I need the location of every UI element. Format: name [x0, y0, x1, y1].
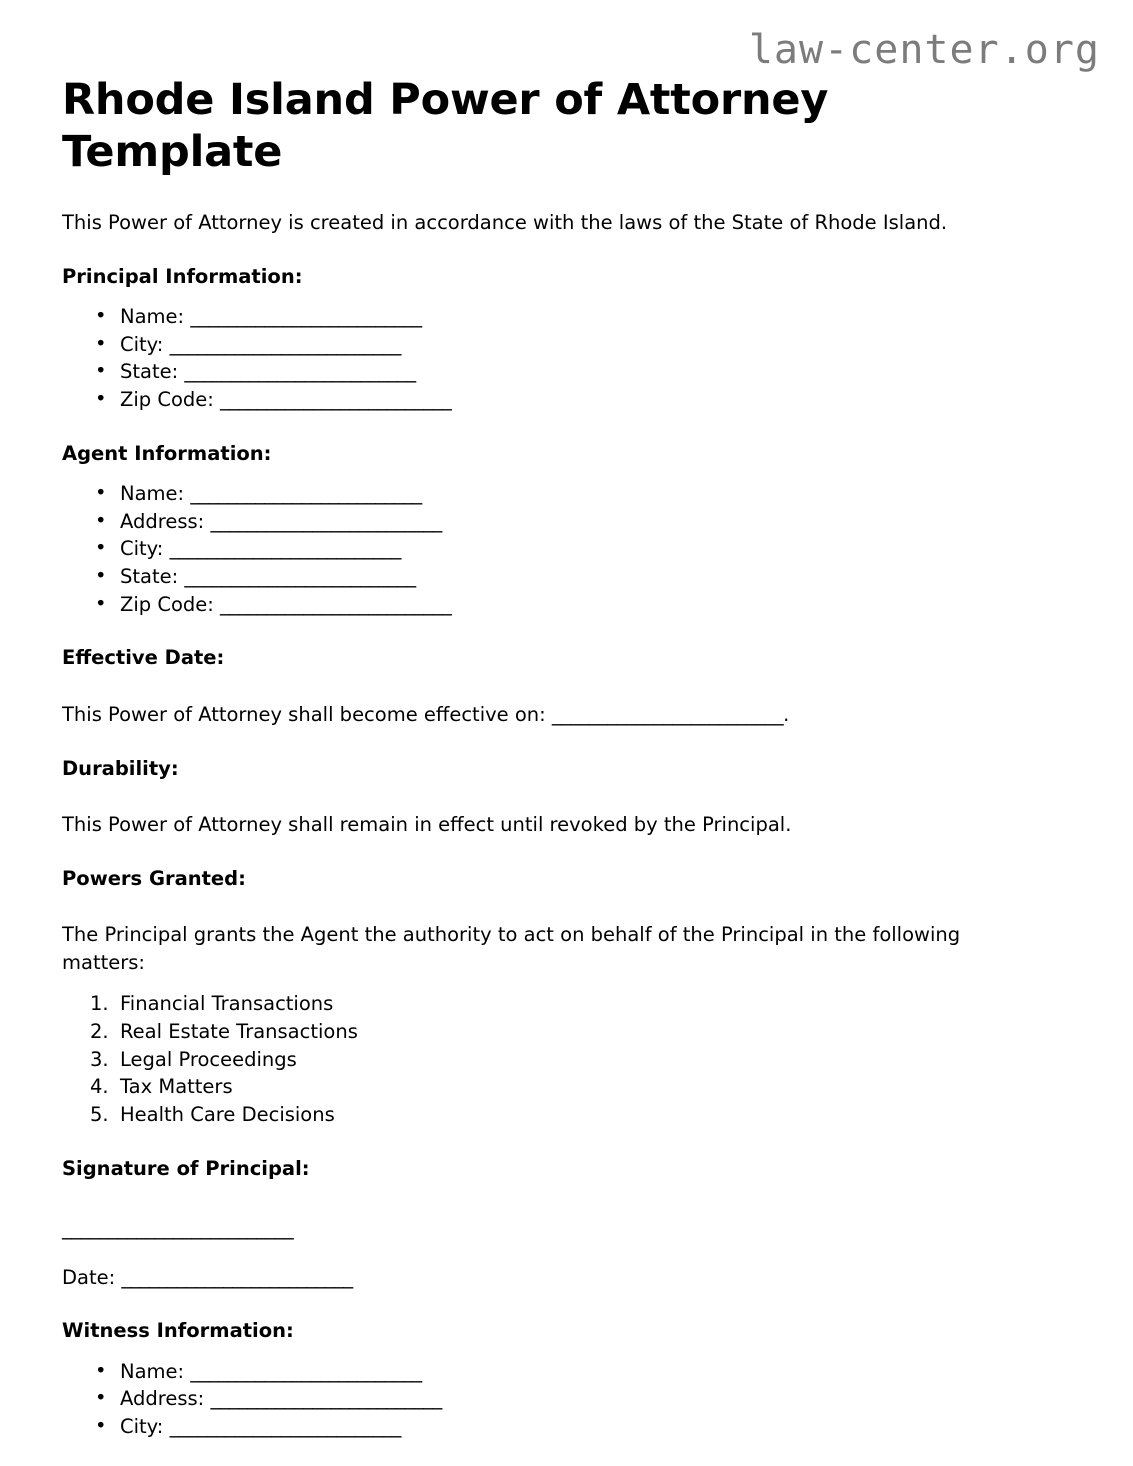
- section-heading-principal-information: Principal Information:: [62, 264, 303, 288]
- page-title: Rhode Island Power of Attorney Template: [62, 75, 829, 178]
- field-blank[interactable]: _________________________: [169, 537, 401, 561]
- list-item: [95, 358, 982, 386]
- field-label: Zip Code:: [120, 592, 214, 616]
- field-blank[interactable]: _________________________: [210, 509, 442, 533]
- field-label: Name:: [120, 1359, 185, 1383]
- list-item: [95, 508, 982, 536]
- section-heading-powers-granted: Powers Granted:: [62, 866, 246, 890]
- field-blank[interactable]: _________________________: [169, 332, 401, 356]
- field-blank[interactable]: _________________________: [190, 482, 422, 506]
- section-heading-witness-information: Witness Information:: [62, 1319, 294, 1343]
- list-item: Health Care Decisions: [120, 1103, 335, 1126]
- site-watermark: law-center.org: [748, 27, 1100, 73]
- list-item: Real Estate Transactions: [120, 1019, 358, 1043]
- field-label: State:: [120, 565, 179, 589]
- effective-date-blank[interactable]: _________________________: [551, 702, 784, 726]
- powers-intro-paragraph: The Principal grants the Agent the authority to act on behalf of the Principal in the following matters:: [62, 922, 961, 974]
- effective-date-suffix: .: [783, 702, 790, 726]
- signature-blank-line[interactable]: _________________________: [62, 1217, 294, 1241]
- list-item: [95, 563, 982, 591]
- field-blank[interactable]: _________________________: [210, 1387, 442, 1411]
- field-blank[interactable]: _________________________: [184, 565, 416, 589]
- field-label: Name:: [120, 304, 185, 328]
- agent-field-list: [62, 480, 982, 618]
- list-item: [95, 1413, 982, 1441]
- list-item: [95, 386, 982, 414]
- list-item: [95, 591, 982, 619]
- list-item: Financial Transactions: [120, 992, 334, 1016]
- field-blank[interactable]: _________________________: [169, 1415, 401, 1439]
- document-content: [62, 74, 982, 1441]
- field-blank[interactable]: _________________________: [184, 360, 416, 384]
- witness-field-list: [62, 1358, 982, 1441]
- principal-field-list: [62, 303, 982, 414]
- field-blank[interactable]: _________________________: [190, 1359, 422, 1383]
- section-heading-signature-of-principal: Signature of Principal:: [62, 1156, 310, 1180]
- field-label: Zip Code:: [120, 388, 214, 411]
- field-label: Name:: [120, 482, 185, 506]
- field-label: State:: [120, 360, 179, 384]
- section-heading-durability: Durability:: [62, 756, 179, 780]
- list-item: [95, 480, 982, 508]
- powers-granted-list: [62, 990, 982, 1128]
- list-item: Legal Proceedings: [120, 1047, 297, 1071]
- field-label: City:: [120, 1415, 164, 1439]
- field-label: City:: [120, 537, 164, 561]
- field-label: Address:: [120, 509, 205, 533]
- effective-date-prefix: This Power of Attorney shall become effective on:: [62, 702, 552, 726]
- date-label: Date:: [62, 1265, 116, 1289]
- signature-date-row: [62, 1264, 982, 1292]
- effective-date-sentence: [62, 701, 982, 729]
- section-heading-agent-information: Agent Information:: [62, 441, 272, 465]
- field-blank[interactable]: _________________________: [220, 388, 452, 411]
- list-item: [95, 331, 982, 359]
- intro-paragraph: This Power of Attorney is created in accordance with the laws of the State of Rhode Island.: [62, 210, 948, 234]
- list-item: [95, 303, 982, 331]
- field-blank[interactable]: _________________________: [190, 304, 422, 328]
- date-blank[interactable]: _________________________: [121, 1265, 353, 1289]
- list-item: [95, 1358, 982, 1386]
- list-item: Tax Matters: [120, 1075, 233, 1099]
- list-item: [95, 1385, 982, 1413]
- list-item: [95, 535, 982, 563]
- durability-text: This Power of Attorney shall remain in effect until revoked by the Principal.: [62, 812, 792, 836]
- field-label: Address:: [120, 1387, 205, 1411]
- section-heading-effective-date: Effective Date:: [62, 646, 225, 670]
- field-label: City:: [120, 332, 164, 356]
- field-blank[interactable]: _________________________: [220, 592, 452, 616]
